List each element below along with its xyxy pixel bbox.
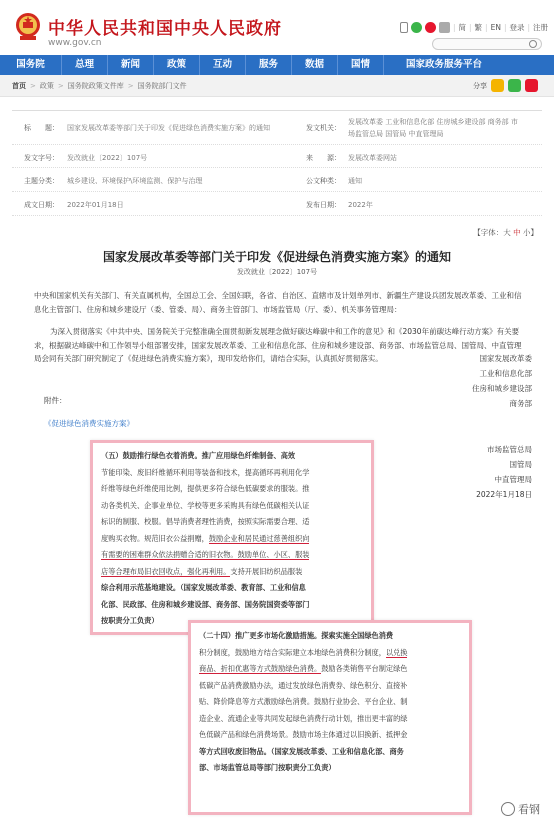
signer-5: 市场监管总局: [487, 445, 532, 454]
article-doc-no: 发改就业〔2022〕107号: [236, 268, 318, 276]
underlined-text: 商品、折扣优惠等方式鼓励绿色消费。: [199, 664, 322, 673]
excerpt1-line: 按职责分工负责）: [101, 616, 159, 625]
underlined-text: 店等合理布局旧衣回收点，: [101, 566, 188, 576]
excerpt-market-incentives: [188, 620, 472, 815]
source-label: 来 源：: [306, 154, 341, 162]
excerpt2-line: 低碳产品消费激励办法，通过发放绿色消费券、绿色积分、直接补: [199, 680, 408, 690]
breadcrumb-policy[interactable]: 政策: [39, 82, 54, 90]
watermark-text: 看钢: [518, 803, 540, 816]
excerpt2-line: 商品、折扣优惠等方式鼓励绿色消费。鼓励各类销售平台制定绿色: [199, 664, 408, 673]
signer-2: 工业和信息化部: [479, 369, 532, 378]
attachment-link[interactable]: 《促进绿色消费实施方案》: [44, 419, 134, 428]
share-label: 分享: [473, 81, 487, 90]
breadcrumb-policy-library[interactable]: 国务院政策文件库: [67, 82, 124, 90]
article-title: 国家发展改革委等部门关于印发《促进绿色消费实施方案》的通知: [102, 250, 451, 264]
nav-item-service[interactable]: 服务: [246, 55, 292, 75]
site-url: www.gov.cn: [48, 38, 102, 48]
excerpt1-line: 动各类机关、企事业单位、学校等更多采购具有绿色低碳相关认证: [101, 500, 310, 510]
date-label: 成文日期：: [24, 201, 59, 209]
font-small-button[interactable]: 小: [523, 228, 531, 237]
signer-4: 商务部: [509, 399, 532, 408]
nav-item-state-council[interactable]: 国务院: [0, 55, 62, 75]
excerpt1-line: 纤维等绿色纤维使用比例，提供更多符合绿色低碳要求的服装。推: [101, 484, 310, 493]
issuer-value-line1: 发展改革委 工业和信息化部 住房城乡建设部 商务部 市: [348, 118, 518, 126]
excerpt1-line: [101, 547, 363, 564]
qzone-share-icon[interactable]: [491, 79, 504, 92]
excerpt1-line: 综合利用示范基地建设。（国家发展改革委、教育部、工业和信息: [101, 583, 306, 592]
excerpt1-line: 节能印染、废旧纤维循环利用等装备和技术，提高循环再利用化学: [101, 467, 310, 477]
excerpt1-line: 化部、民政部、住房和城乡建设部、商务部、国务院国资委等部门: [101, 599, 310, 609]
site-title[interactable]: 中华人民共和国中央人民政府: [48, 19, 282, 39]
info-row-title: [12, 111, 542, 145]
doc-no-label: 发文字号：: [24, 154, 59, 162]
excerpt1-line: 度购买衣物。规范旧衣公益捐赠，鼓励企业和居民通过慈善组织向: [101, 533, 310, 543]
excerpt2-line: （二十四）推广更多市场化激励措施。探索实施全国绿色消费: [199, 631, 394, 640]
excerpt2-line: 贴、降价降息等方式激励绿色消费。鼓励行业协会、平台企业、制: [199, 697, 408, 706]
search-box[interactable]: [432, 38, 542, 50]
watermark-logo-icon: [501, 802, 515, 816]
signer-1: 国家发展改革委: [479, 354, 532, 363]
watermark: [501, 801, 540, 817]
underlined-text: 鼓励单位、小区、服装: [237, 550, 310, 559]
chevron-right-icon: >: [127, 82, 134, 90]
chevron-right-icon: >: [57, 82, 64, 90]
attachment-label: 附件：: [44, 396, 67, 405]
top-toolbar: | 简 | 繁 | EN | 登录 | 注册: [400, 22, 548, 33]
excerpt2-line: 积分制度，鼓励地方结合实际建立本地绿色消费积分制度，以兑换: [199, 647, 408, 657]
font-size-control: [473, 227, 538, 238]
underlined-text: 鼓励企业和居民通过慈善组织向: [208, 533, 310, 543]
article-para-recipients: 中央和国家机关有关部门、有关直属机构，全国总工会、全国妇联，各省、自治区、直辖市及计划单列市、新疆生产建设兵团发展改革委、工业和信息化主管部门、住房和城乡建设厅（委、管委、局）、商务主管部门、市场监管局（厅、委）、机关事务管理局：: [34, 291, 522, 314]
breadcrumb-bar: [0, 75, 554, 97]
chevron-right-icon: >: [30, 82, 36, 90]
doc-info-table: [12, 110, 542, 215]
nav-item-interaction[interactable]: 互动: [200, 55, 246, 75]
nav-item-gov-service-platform[interactable]: 国家政务服务平台: [405, 59, 482, 70]
nav-item-national-info[interactable]: 国情: [338, 55, 384, 75]
weibo-share-icon[interactable]: [525, 79, 538, 92]
excerpt1-line: 标识的制服、校服。倡导消费者理性消费，按照实际需要合理、适: [101, 517, 310, 526]
type-label: 公文种类：: [306, 177, 341, 185]
underlined-text: 以兑换: [385, 647, 408, 657]
site-header: [0, 0, 554, 55]
nav-item-policy[interactable]: 政策: [154, 55, 200, 75]
date-value: 2022年01月18日: [67, 201, 124, 209]
underlined-text: 有需要的困难群众依法捐赠合适的旧衣物。: [101, 550, 238, 559]
info-row-date: [12, 192, 542, 216]
signer-3: 住房和城乡建设部: [472, 384, 532, 393]
font-control-suffix: 】: [530, 228, 538, 237]
sign-date: 2022年1月18日: [476, 490, 532, 499]
excerpt1-line: 店等合理布局旧衣回收点，强化再利用。支持开展旧纺织品服装: [101, 566, 303, 576]
topic-label: 主题分类：: [24, 177, 59, 185]
lang-english-link[interactable]: EN: [490, 23, 501, 32]
login-link[interactable]: 登录: [509, 23, 525, 32]
signer-6: 国管局: [509, 460, 532, 469]
topic-value: 城乡建设、环境保护\环境监测、保护与治理: [67, 177, 203, 185]
type-value: 通知: [348, 177, 362, 185]
excerpt2-line: 部、市场监管总局等部门按职责分工负责）: [199, 763, 336, 772]
excerpt-clothing-consumption: [90, 440, 374, 635]
lang-traditional-link[interactable]: 繁: [474, 23, 483, 32]
excerpt2-line: 色低碳产品和绿色消费场景。鼓励市场主体通过以旧换新、抵押金: [199, 730, 408, 739]
register-link[interactable]: 注册: [533, 23, 548, 32]
issuer-label: 发文机关：: [306, 124, 341, 132]
wechat-icon[interactable]: [411, 22, 422, 33]
title-value: 国家发展改革委等部门关于印发《促进绿色消费实施方案》的通知: [67, 124, 270, 132]
wechat-share-icon[interactable]: [508, 79, 521, 92]
app-icon[interactable]: [439, 22, 450, 33]
mobile-icon[interactable]: [400, 22, 408, 33]
info-row-topic: [12, 168, 542, 192]
font-large-button[interactable]: 大: [503, 228, 511, 237]
pub-date-label: 发布日期：: [306, 201, 341, 209]
info-row-docno: [12, 145, 542, 168]
weibo-icon[interactable]: [425, 22, 436, 33]
underlined-text: 强化再利用。: [187, 566, 231, 576]
font-medium-button[interactable]: 中: [513, 228, 521, 237]
nav-item-news[interactable]: 新闻: [108, 55, 154, 75]
national-emblem-icon: [14, 12, 42, 42]
source-value: 发展改革委网站: [348, 154, 397, 162]
excerpt1-line: （五）鼓励推行绿色衣着消费。推广应用绿色纤维制备、高效: [101, 451, 296, 460]
excerpt2-line: 等方式回收废旧物品。（国家发展改革委、工业和信息化部、商务: [199, 746, 404, 756]
share-bar: [473, 79, 538, 92]
title-label: 标 题：: [24, 124, 59, 132]
nav-item-data[interactable]: 数据: [292, 55, 338, 75]
nav-item-premier[interactable]: 总理: [62, 55, 108, 75]
breadcrumb-dept-docs[interactable]: 国务院部门文件: [137, 82, 187, 90]
pub-date-value: 2022年: [348, 201, 373, 209]
signer-7: 中直管理局: [494, 475, 532, 484]
breadcrumb: [12, 81, 187, 91]
main-nav: [0, 55, 554, 75]
lang-simplified-link[interactable]: 简: [458, 23, 467, 32]
excerpt2-line: 造企业、流通企业等共同发起绿色消费行动计划，推出更丰富的绿: [199, 713, 408, 723]
doc-no-value: 发改就业〔2022〕107号: [67, 154, 148, 162]
font-control-prefix: 【字体：: [473, 228, 504, 237]
issuer-value-line2: 场监管总局 国管局 中直管理局: [348, 130, 444, 138]
breadcrumb-home[interactable]: 首页: [12, 82, 26, 90]
search-icon[interactable]: [529, 40, 537, 48]
article-para-body: 为深入贯彻落实《中共中央、国务院关于完整准确全面贯彻新发展理念做好碳达峰碳中和工作的意见》和《2030年前碳达峰行动方案》有关要求，根据碳达峰碳中和工作领导小组部署安排，国家发展改革委、工业和信息化部、住房和城乡建设部、商务部、市场监管总局、国管局、中直管理局会同有关部门研究制定了《促进绿色消费实施方案》，现印发给你们，请结合实际，认真抓好贯彻落实。: [34, 327, 522, 363]
